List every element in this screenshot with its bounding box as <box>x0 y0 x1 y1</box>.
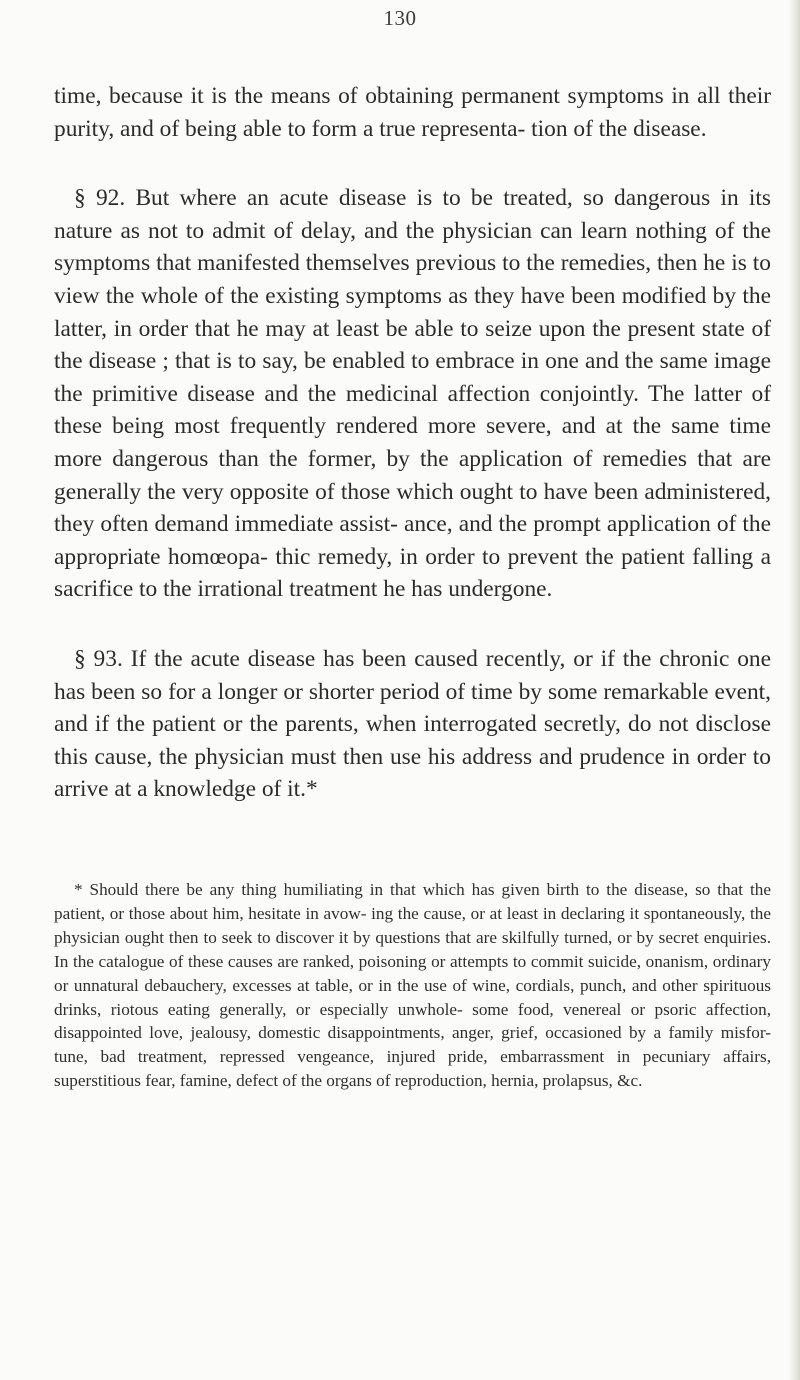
paragraph-gap <box>54 145 771 182</box>
body-text <box>54 80 771 806</box>
paragraph-gap <box>54 606 771 643</box>
paragraph-continuation: time, because it is the means of obtaining permanent symptoms in all their purity, and of being able to form a true representa- tion of the disease. <box>54 83 771 142</box>
page-edge-shadow <box>788 0 800 1380</box>
paragraph-section-92: § 92. But where an acute disease is to be treated, so dangerous in its nature as not to admit of delay, and the physician can learn nothing of the symptoms that manifested themselves previous to the remedies, then he is to view the whole of the existing symptoms as they have been modified by the latter, in order that he may at least be able to seize upon the present state of the disease ; that is to say, be enabled to embrace in one and the same image the primitive disease and the medicinal affection conjointly. The latter of these being most frequently rendered more severe, and at the same time more dangerous than the former, by the application of remedies that are generally the very opposite of those which ought to have been administered, they often demand immediate assist- ance, and the prompt application of the appropriate homœopa- thic remedy, in order to prevent the patient falling a sacrifice to the irrational treatment he has undergone. <box>54 185 771 603</box>
footnote-text: * Should there be any thing humiliating in that which has given birth to the disease, so that the patient, or those about him, hesitate in avow- ing the cause, or at least in declaring it spontaneously, the physician ought then to seek to discover it by questions that are skilfully turned, or by secret enquiries. In the catalogue of these causes are ranked, poisoning or attempts to commit suicide, onanism, ordinary or unnatural debauchery, excesses at table, or in the use of wine, cordials, punch, and other spirituous drinks, riotous eating generally, or especially unwhole- some food, venereal or psoric affection, disappointed love, jealousy, domestic disappointments, anger, grief, occasioned by a family misfor- tune, bad treatment, repressed vengeance, injured pride, embarrassment in pecuniary affairs, superstitious fear, famine, defect of the organs of reproduction, hernia, prolapsus, &c. <box>54 880 771 1091</box>
paragraph-section-93: § 93. If the acute disease has been caused recently, or if the chronic one has been so for a longer or shorter period of time by some remarkable event, and if the patient or the parents, when interrogated secretly, do not disclose this cause, the physician must then use his address and prudence in order to arrive at a knowledge of it.* <box>54 645 771 803</box>
page-number: 130 <box>383 6 417 30</box>
footnote <box>54 878 771 1093</box>
